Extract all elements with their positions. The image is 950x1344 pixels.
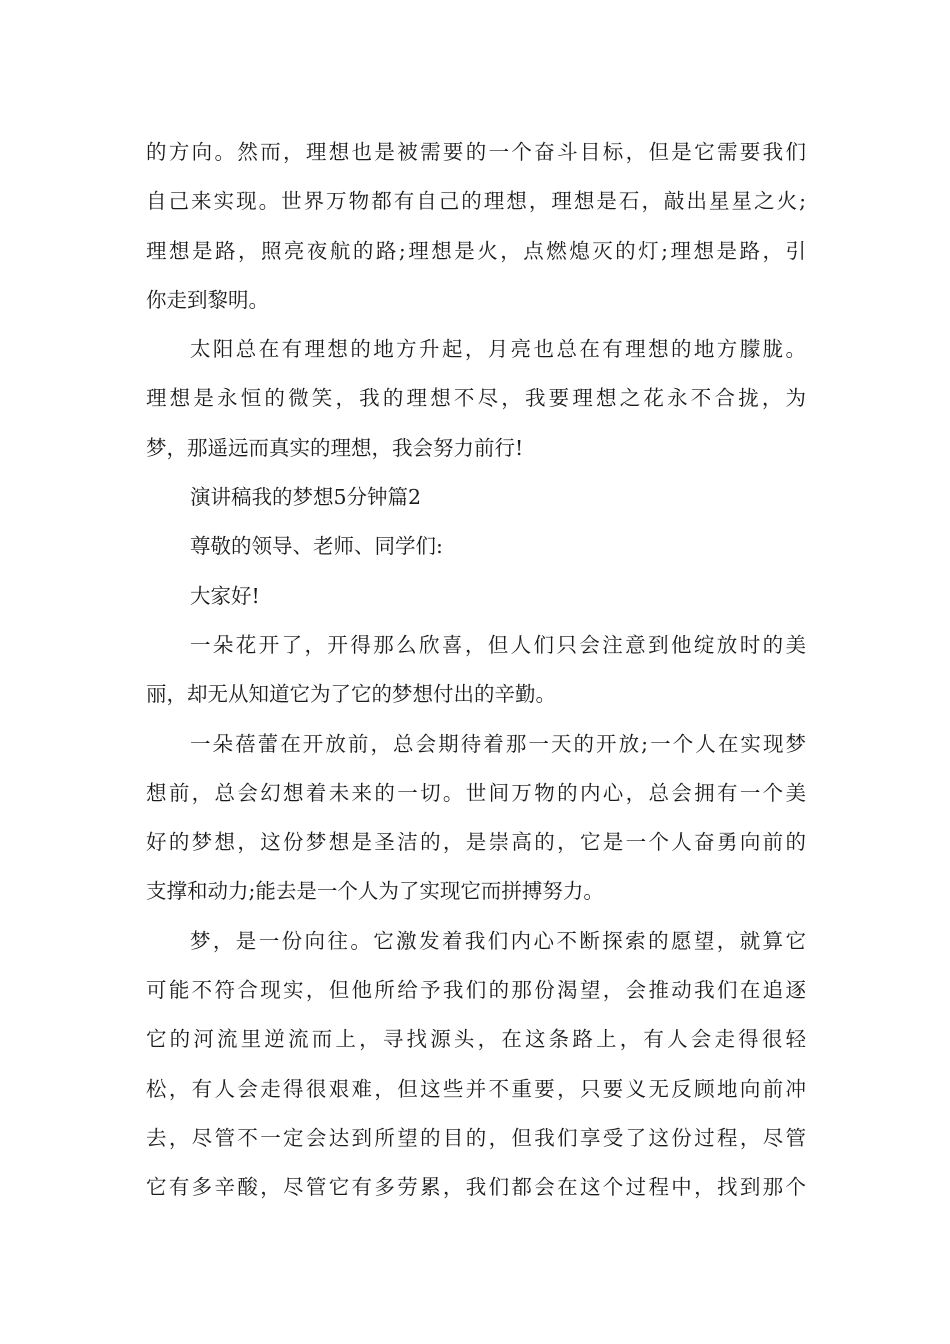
text-line-6: 理想是永恒的微笑，我的理想不尽，我要理想之花永不合拢，为 [146, 386, 806, 411]
text-line-2: 自己来实现。世界万物都有自己的理想，理想是石，敲出星星之火; [146, 189, 806, 214]
text-line-4: 你走到黎明。 [146, 287, 269, 312]
section-heading: 演讲稿我的梦想5分钟篇2 [190, 485, 422, 510]
text-line-12: 丽，却无从知道它为了它的梦想付出的辛勤。 [146, 682, 556, 707]
text-line-7: 梦，那遥远而真实的理想，我会努力前行! [146, 435, 524, 460]
text-line-3: 理想是路，照亮夜航的路;理想是火，点燃熄灭的灯;理想是路，引 [146, 238, 806, 263]
text-line-11: 一朵花开了，开得那么欣喜，但人们只会注意到他绽放时的美 [190, 632, 806, 657]
text-line-18: 可能不符合现实，但他所给予我们的那份渴望，会推动我们在追逐 [146, 978, 806, 1003]
text-line-20: 松，有人会走得很艰难，但这些并不重要，只要义无反顾地向前冲 [146, 1076, 806, 1101]
text-line-19: 它的河流里逆流而上，寻找源头，在这条路上，有人会走得很轻 [146, 1027, 806, 1052]
salutation: 尊敬的领导、老师、同学们: [190, 534, 443, 559]
text-line-16: 支撑和动力;能去是一个人为了实现它而拼搏努力。 [146, 879, 604, 904]
text-line-21: 去，尽管不一定会达到所望的目的，但我们享受了这份过程，尽管 [146, 1125, 806, 1150]
text-line-1: 的方向。然而，理想也是被需要的一个奋斗目标，但是它需要我们 [146, 140, 806, 164]
text-line-14: 想前，总会幻想着未来的一切。世间万物的内心，总会拥有一个美 [146, 780, 806, 805]
document-body [146, 128, 806, 1213]
text-line-22: 它有多辛酸，尽管它有多劳累，我们都会在这个过程中，找到那个 [146, 1175, 806, 1200]
text-line-17: 梦，是一份向往。它激发着我们内心不断探索的愿望，就算它 [190, 928, 806, 953]
text-line-5: 太阳总在有理想的地方升起，月亮也总在有理想的地方朦胧。 [190, 337, 806, 362]
text-line-15: 好的梦想，这份梦想是圣洁的，是崇高的，它是一个人奋勇向前的 [146, 830, 806, 855]
greeting: 大家好! [190, 583, 260, 608]
text-line-13: 一朵蓓蕾在开放前，总会期待着那一天的开放;一个人在实现梦 [190, 731, 806, 756]
